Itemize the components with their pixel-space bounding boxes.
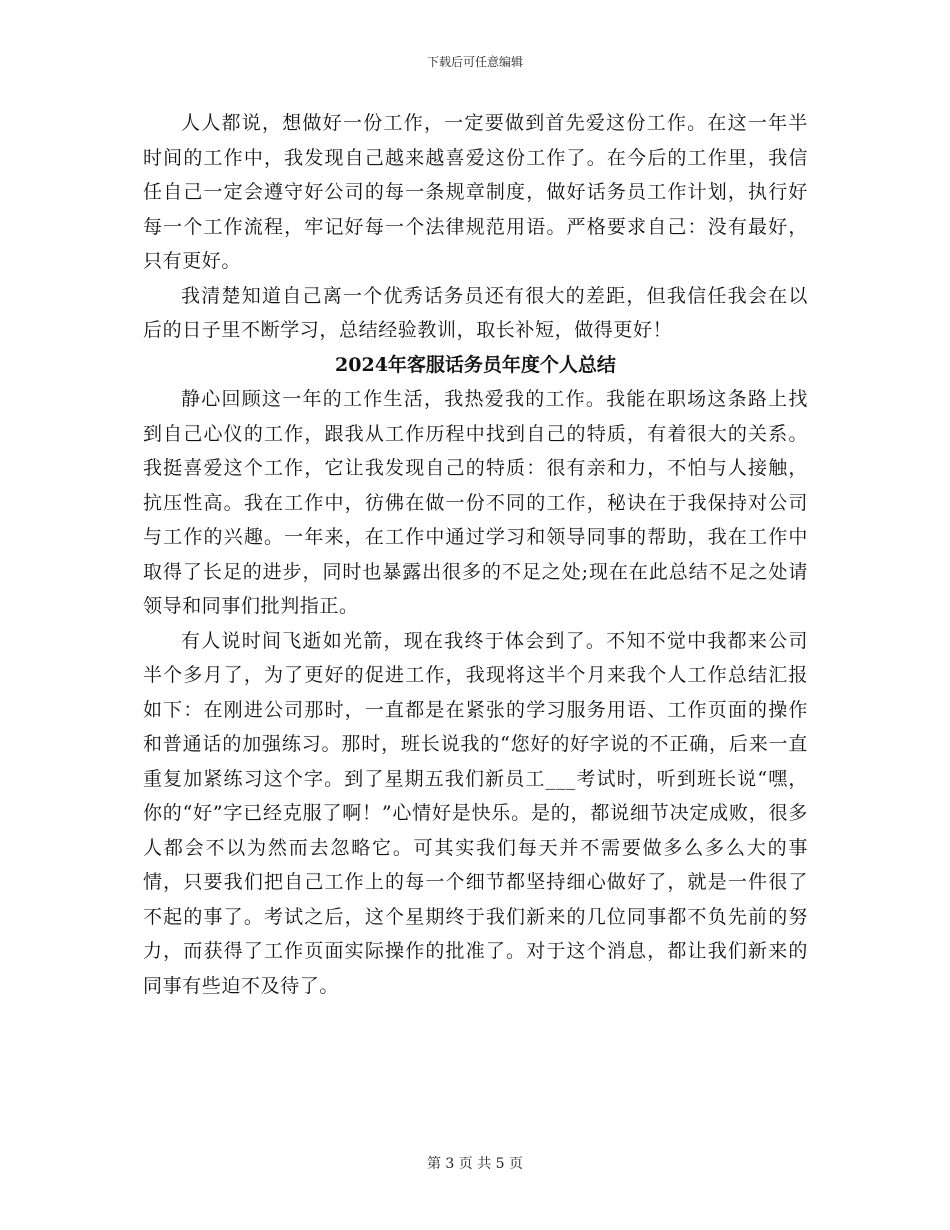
body-paragraph-1: 静心回顾这一年的工作生活，我热爱我的工作。我能在职场这条路上找到自己心仪的工作，跟我从工作历程中找到自己的特质，有着很大的关系。我挺喜爱这个工作，它让我发现自己的特质：很有亲和力，不怕与人接触，抗压性高。我在工作中，彷佛在做一份不同的工作，秘诀在于我保持对公司与工作的兴趣。一年来，在工作中通过学习和领导同事的帮助，我在工作中取得了长足的进步，同时也暴露出很多的不足之处;现在在此总结不足之处请领导和同事们批判指正。 [143, 388, 808, 617]
body-paragraph-2: 有人说时间飞逝如光箭，现在我终于体会到了。不知不觉中我都来公司半个多月了，为了更好的促进工作，我现将这半个月来我个人工作总结汇报如下：在刚进公司那时，一直都是在紧张的学习服务用语、工作页面的操作和普通话的加强练习。那时，班长说我的“您好的好字说的不正确，后来一直重复加紧练习这个字。到了星期五我们新员工___考试时，听到班长说“嘿，你的“好”字已经克服了啊！”心情好是快乐。是的，都说细节决定成败，很多人都会不以为然而去忽略它。可其实我们每天并不需要做多么多么大的事情，只要我们把自己工作上的每一个细节都坚持细心做好了，就是一件很了不起的事了。考试之后，这个星期终于我们新来的几位同事都不负先前的努力，而获得了工作页面实际操作的批准了。对于这个消息，都让我们新来的同事有些迫不及待了。 [143, 629, 808, 997]
page-footer: 第 3 页 共 5 页 [426, 1156, 524, 1172]
intro-paragraph-1: 人人都说，想做好一份工作，一定要做到首先爱这份工作。在这一年半时间的工作中，我发现自己越来越喜爱这份工作了。在今后的工作里，我信任自己一定会遵守好公司的每一条规章制度，做好话务员工作计划，执行好每一个工作流程，牢记好每一个法律规范用语。严格要求自己：没有最好，只有更好。 [143, 112, 808, 272]
document-body [143, 106, 808, 1003]
page-header: 下载后可任意编辑 [426, 55, 523, 69]
document-title: 2024年客服话务员年度个人总结 [335, 353, 616, 376]
intro-paragraph-2: 我清楚知道自己离一个优秀话务员还有很大的差距，但我信任我会在以后的日子里不断学习，总结经验教训，取长补短，做得更好！ [143, 284, 808, 341]
